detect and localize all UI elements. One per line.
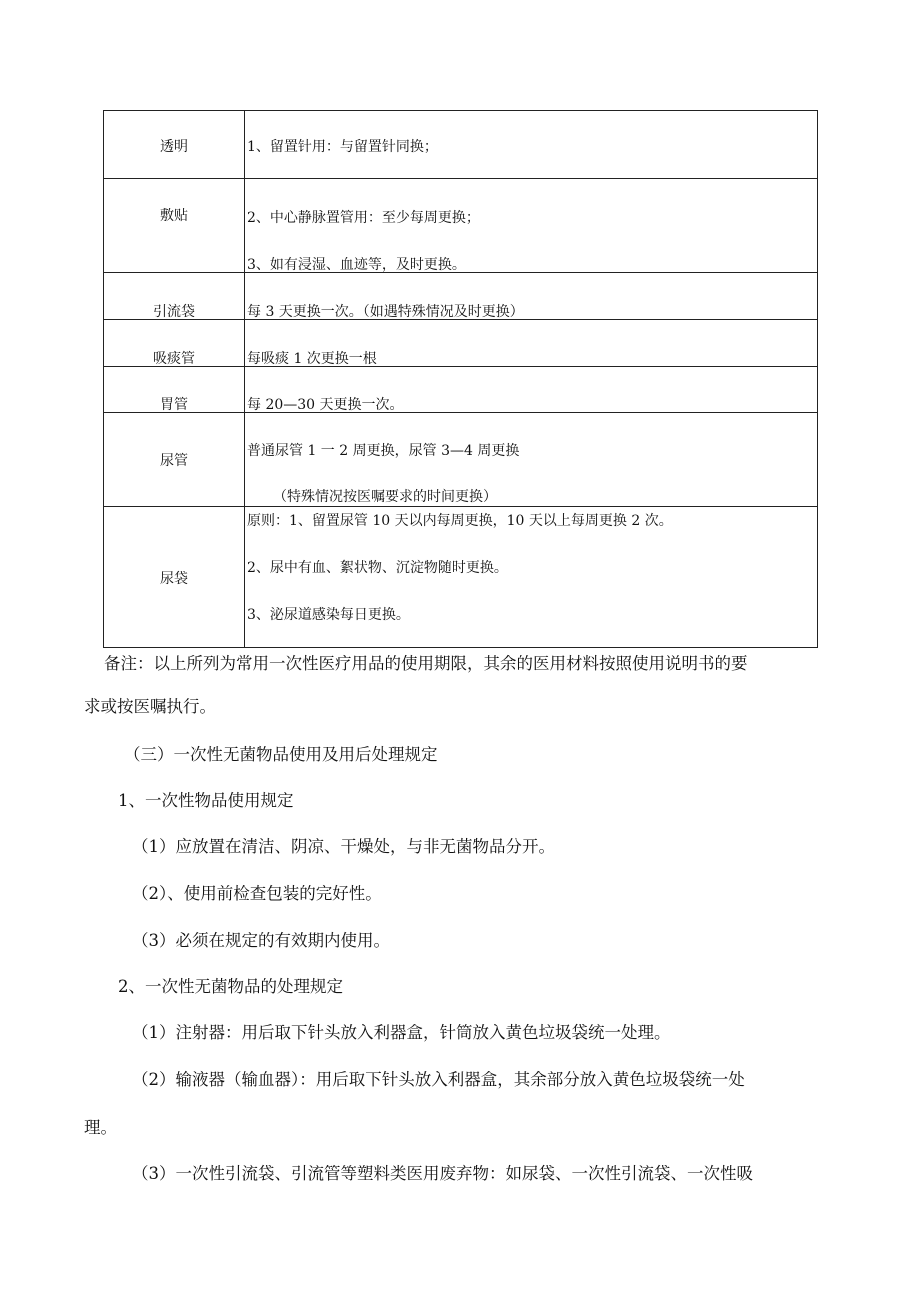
item-name-cell — [104, 179, 245, 273]
item-name-cell — [104, 111, 245, 179]
list-item: （3）必须在规定的有效期内使用。 — [132, 931, 390, 950]
item-name: 引流袋 — [153, 304, 195, 320]
table-row — [104, 367, 818, 413]
list-item: （1）应放置在清洁、阴凉、干燥处，与非无菌物品分开。 — [132, 837, 555, 856]
detail-line: 1、留置针用：与留置针同换； — [247, 139, 438, 155]
item-detail-cell — [245, 507, 818, 648]
item-name: 尿管 — [160, 453, 188, 469]
detail-line: 原则：1、留置尿管 10 天以内每周更换，10 天以上每周更换 2 次。 — [247, 513, 673, 529]
detail-line: 每 20—30 天更换一次。 — [247, 397, 404, 413]
list-item: （3）一次性引流袋、引流管等塑料类医用废弃物：如尿袋、一次性引流袋、一次性吸 — [132, 1164, 753, 1183]
table-row — [104, 111, 818, 179]
replacement-schedule-table — [103, 110, 818, 648]
list-item: （2）输液器（输血器）：用后取下针头放入利器盒，其余部分放入黄色垃圾袋统一处 — [132, 1070, 745, 1089]
table-row — [104, 273, 818, 320]
item-name: 透明 — [160, 139, 188, 155]
list-item-continuation: 理。 — [84, 1118, 117, 1137]
item-name: 敷贴 — [160, 208, 188, 224]
detail-line: 普通尿管 1 一 2 周更换，尿管 3—4 周更换 — [247, 443, 520, 459]
item-name-cell — [104, 507, 245, 648]
item-detail-cell — [245, 413, 818, 507]
subsection-2-title: 2、一次性无菌物品的处理规定 — [118, 977, 343, 996]
detail-line: （特殊情况按医嘱要求的时间更换） — [273, 489, 497, 505]
detail-line: 3、泌尿道感染每日更换。 — [247, 607, 410, 623]
item-name-cell — [104, 367, 245, 413]
detail-line: 每吸痰 1 次更换一根 — [247, 351, 377, 367]
section-3-title: （三）一次性无菌物品使用及用后处理规定 — [124, 745, 438, 764]
item-name: 吸痰管 — [153, 351, 195, 367]
item-name-cell — [104, 320, 245, 367]
table-row — [104, 179, 818, 273]
item-detail-cell — [245, 273, 818, 320]
detail-line: 2、尿中有血、絮状物、沉淀物随时更换。 — [247, 560, 508, 576]
item-name: 胃管 — [160, 397, 188, 413]
table-row — [104, 320, 818, 367]
item-detail-cell — [245, 320, 818, 367]
list-item: （1）注射器：用后取下针头放入利器盒，针筒放入黄色垃圾袋统一处理。 — [132, 1023, 671, 1042]
detail-line: 2、中心静脉置管用：至少每周更换； — [247, 210, 480, 226]
note-line-2: 求或按医嘱执行。 — [84, 697, 216, 716]
detail-line: 每 3 天更换一次。（如遇特殊情况及时更换） — [247, 304, 524, 320]
item-detail-cell — [245, 179, 818, 273]
note-line-1: 备注：以上所列为常用一次性医疗用品的使用期限，其余的医用材料按照使用说明书的要 — [104, 654, 748, 673]
item-detail-cell — [245, 111, 818, 179]
item-name-cell — [104, 273, 245, 320]
subsection-1-title: 1、一次性物品使用规定 — [118, 791, 294, 810]
table-row — [104, 413, 818, 507]
list-item: （2）、使用前检查包装的完好性。 — [132, 884, 382, 903]
table-row — [104, 507, 818, 648]
item-name: 尿袋 — [160, 571, 188, 587]
detail-line: 3、如有浸湿、血迹等，及时更换。 — [247, 257, 466, 273]
item-name-cell — [104, 413, 245, 507]
item-detail-cell — [245, 367, 818, 413]
